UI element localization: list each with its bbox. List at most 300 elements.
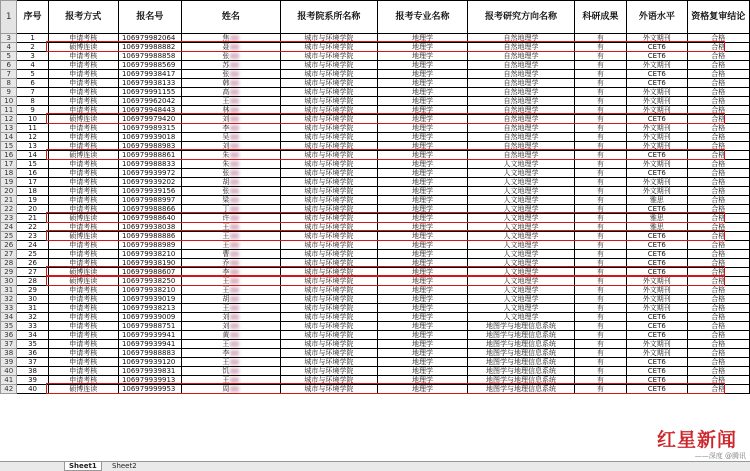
cell-dir[interactable]: 自然地理学: [468, 115, 574, 124]
cell-mode[interactable]: 申请考核: [48, 160, 118, 169]
cell-res2[interactable]: 合格: [687, 115, 749, 124]
cell-lang[interactable]: 外文期刊: [627, 160, 688, 169]
cell-name[interactable]: [181, 133, 280, 142]
cell-mode[interactable]: 硕博连读: [48, 115, 118, 124]
cell-mode[interactable]: 申请考核: [48, 169, 118, 178]
cell-res[interactable]: 有: [574, 151, 626, 160]
cell-mode[interactable]: 申请考核: [48, 286, 118, 295]
row-number[interactable]: 25: [1, 232, 17, 241]
cell-major[interactable]: 地理学: [377, 259, 468, 268]
cell-res2[interactable]: 合格: [687, 349, 749, 358]
cell-seq[interactable]: 17: [17, 178, 48, 187]
cell-id[interactable]: 106979988883: [118, 349, 181, 358]
cell-res2[interactable]: 合格: [687, 358, 749, 367]
cell-res[interactable]: 有: [574, 160, 626, 169]
cell-dept[interactable]: 城市与环境学院: [281, 178, 377, 187]
cell-res[interactable]: 有: [574, 376, 626, 385]
cell-lang[interactable]: 外文期刊: [627, 61, 688, 70]
cell-lang[interactable]: CET6: [627, 250, 688, 259]
row-number[interactable]: 6: [1, 61, 17, 70]
cell-res[interactable]: 有: [574, 187, 626, 196]
cell-lang[interactable]: CET6: [627, 268, 688, 277]
cell-major[interactable]: 地理学: [377, 376, 468, 385]
cell-res2[interactable]: 合格: [687, 196, 749, 205]
cell-major[interactable]: 地理学: [377, 97, 468, 106]
cell-dir[interactable]: 自然地理学: [468, 79, 574, 88]
cell-major[interactable]: 地理学: [377, 61, 468, 70]
cell-res2[interactable]: 合格: [687, 43, 749, 52]
cell-mode[interactable]: 申请考核: [48, 295, 118, 304]
cell-seq[interactable]: 22: [17, 223, 48, 232]
cell-dir[interactable]: 人文地理学: [468, 187, 574, 196]
cell-mode[interactable]: 硕博连读: [48, 214, 118, 223]
cell-seq[interactable]: 32: [17, 313, 48, 322]
cell-seq[interactable]: 2: [17, 43, 48, 52]
cell-dir[interactable]: 人文地理学: [468, 268, 574, 277]
cell-seq[interactable]: 13: [17, 142, 48, 151]
cell-res2[interactable]: 合格: [687, 79, 749, 88]
column-header[interactable]: 资格复审结论: [687, 1, 749, 34]
cell-name[interactable]: [181, 214, 280, 223]
cell-id[interactable]: 106979988569: [118, 61, 181, 70]
cell-mode[interactable]: 申请考核: [48, 349, 118, 358]
cell-lang[interactable]: CET6: [627, 358, 688, 367]
cell-lang[interactable]: 外文期刊: [627, 295, 688, 304]
cell-mode[interactable]: 申请考核: [48, 358, 118, 367]
cell-res[interactable]: 有: [574, 367, 626, 376]
cell-name[interactable]: [181, 34, 280, 43]
row-number[interactable]: 1: [1, 1, 17, 34]
cell-dir[interactable]: 地图学与地理信息系统: [468, 331, 574, 340]
cell-name[interactable]: [181, 124, 280, 133]
cell-id[interactable]: 106979938210: [118, 286, 181, 295]
cell-res2[interactable]: 合格: [687, 52, 749, 61]
row-number[interactable]: 30: [1, 277, 17, 286]
cell-lang[interactable]: 外文期刊: [627, 286, 688, 295]
cell-res2[interactable]: 合格: [687, 97, 749, 106]
cell-id[interactable]: 106979988751: [118, 322, 181, 331]
cell-res2[interactable]: 合格: [687, 106, 749, 115]
cell-dept[interactable]: 城市与环境学院: [281, 88, 377, 97]
cell-res[interactable]: 有: [574, 70, 626, 79]
cell-res[interactable]: 有: [574, 97, 626, 106]
cell-lang[interactable]: 外文期刊: [627, 304, 688, 313]
cell-id[interactable]: 106979988833: [118, 160, 181, 169]
cell-res2[interactable]: 合格: [687, 268, 749, 277]
column-header[interactable]: 报考研究方向名称: [468, 1, 574, 34]
cell-dept[interactable]: 城市与环境学院: [281, 259, 377, 268]
cell-lang[interactable]: 外文期刊: [627, 133, 688, 142]
cell-name[interactable]: [181, 106, 280, 115]
cell-res[interactable]: 有: [574, 232, 626, 241]
cell-res2[interactable]: 合格: [687, 187, 749, 196]
cell-res2[interactable]: 合格: [687, 169, 749, 178]
cell-major[interactable]: 地理学: [377, 250, 468, 259]
cell-dir[interactable]: 人文地理学: [468, 196, 574, 205]
cell-mode[interactable]: 申请考核: [48, 70, 118, 79]
cell-res[interactable]: 有: [574, 214, 626, 223]
cell-res[interactable]: 有: [574, 295, 626, 304]
cell-major[interactable]: 地理学: [377, 223, 468, 232]
cell-dir[interactable]: 自然地理学: [468, 34, 574, 43]
cell-res[interactable]: 有: [574, 106, 626, 115]
cell-dept[interactable]: 城市与环境学院: [281, 133, 377, 142]
cell-dir[interactable]: 地图学与地理信息系统: [468, 349, 574, 358]
cell-name[interactable]: [181, 385, 280, 394]
cell-name[interactable]: [181, 340, 280, 349]
cell-id[interactable]: 106979982064: [118, 34, 181, 43]
cell-res2[interactable]: 合格: [687, 151, 749, 160]
cell-lang[interactable]: 雅思: [627, 223, 688, 232]
cell-dir[interactable]: 自然地理学: [468, 124, 574, 133]
cell-res2[interactable]: 合格: [687, 142, 749, 151]
row-number[interactable]: 3: [1, 34, 17, 43]
row-number[interactable]: 18: [1, 169, 17, 178]
cell-mode[interactable]: 申请考核: [48, 322, 118, 331]
cell-seq[interactable]: 40: [17, 385, 48, 394]
row-number[interactable]: 36: [1, 331, 17, 340]
cell-major[interactable]: 地理学: [377, 340, 468, 349]
cell-major[interactable]: 地理学: [377, 385, 468, 394]
cell-dir[interactable]: 地图学与地理信息系统: [468, 385, 574, 394]
cell-dept[interactable]: 城市与环境学院: [281, 169, 377, 178]
cell-res2[interactable]: 合格: [687, 385, 749, 394]
cell-name[interactable]: [181, 61, 280, 70]
row-number[interactable]: 41: [1, 376, 17, 385]
cell-res[interactable]: 有: [574, 349, 626, 358]
cell-id[interactable]: 106979948443: [118, 106, 181, 115]
cell-dept[interactable]: 城市与环境学院: [281, 223, 377, 232]
row-number[interactable]: 33: [1, 304, 17, 313]
cell-seq[interactable]: 5: [17, 70, 48, 79]
cell-name[interactable]: [181, 295, 280, 304]
cell-id[interactable]: 106979938038: [118, 223, 181, 232]
cell-mode[interactable]: 申请考核: [48, 313, 118, 322]
cell-res2[interactable]: 合格: [687, 70, 749, 79]
cell-major[interactable]: 地理学: [377, 169, 468, 178]
cell-id[interactable]: 106979938210: [118, 250, 181, 259]
cell-name[interactable]: [181, 259, 280, 268]
row-number[interactable]: 26: [1, 241, 17, 250]
cell-dept[interactable]: 城市与环境学院: [281, 61, 377, 70]
cell-res[interactable]: 有: [574, 322, 626, 331]
cell-mode[interactable]: 申请考核: [48, 61, 118, 70]
cell-name[interactable]: [181, 331, 280, 340]
row-number[interactable]: 10: [1, 97, 17, 106]
row-number[interactable]: 28: [1, 259, 17, 268]
cell-lang[interactable]: CET6: [627, 115, 688, 124]
cell-major[interactable]: 地理学: [377, 349, 468, 358]
column-header[interactable]: 报考院系所名称: [281, 1, 377, 34]
cell-id[interactable]: 106979939202: [118, 178, 181, 187]
cell-dir[interactable]: 自然地理学: [468, 142, 574, 151]
cell-dept[interactable]: 城市与环境学院: [281, 250, 377, 259]
cell-major[interactable]: 地理学: [377, 52, 468, 61]
cell-res[interactable]: 有: [574, 52, 626, 61]
cell-res[interactable]: 有: [574, 268, 626, 277]
cell-id[interactable]: 106979939941: [118, 340, 181, 349]
cell-id[interactable]: 106979938190: [118, 259, 181, 268]
cell-major[interactable]: 地理学: [377, 232, 468, 241]
cell-dept[interactable]: 城市与环境学院: [281, 106, 377, 115]
cell-res[interactable]: 有: [574, 358, 626, 367]
cell-dept[interactable]: 城市与环境学院: [281, 34, 377, 43]
cell-seq[interactable]: 12: [17, 133, 48, 142]
cell-id[interactable]: 106979988861: [118, 151, 181, 160]
cell-res[interactable]: 有: [574, 178, 626, 187]
cell-dept[interactable]: 城市与环境学院: [281, 385, 377, 394]
cell-major[interactable]: 地理学: [377, 133, 468, 142]
cell-mode[interactable]: 硕博连读: [48, 385, 118, 394]
cell-dept[interactable]: 城市与环境学院: [281, 160, 377, 169]
cell-dir[interactable]: 地图学与地理信息系统: [468, 376, 574, 385]
cell-major[interactable]: 地理学: [377, 70, 468, 79]
cell-dir[interactable]: 人文地理学: [468, 295, 574, 304]
cell-mode[interactable]: 硕博连读: [48, 232, 118, 241]
cell-dept[interactable]: 城市与环境学院: [281, 241, 377, 250]
cell-name[interactable]: [181, 52, 280, 61]
cell-dept[interactable]: 城市与环境学院: [281, 79, 377, 88]
row-number[interactable]: 20: [1, 187, 17, 196]
cell-mode[interactable]: 硕博连读: [48, 43, 118, 52]
cell-major[interactable]: 地理学: [377, 88, 468, 97]
cell-lang[interactable]: CET6: [627, 43, 688, 52]
cell-lang[interactable]: CET6: [627, 376, 688, 385]
cell-name[interactable]: [181, 286, 280, 295]
cell-dir[interactable]: 人文地理学: [468, 169, 574, 178]
row-number[interactable]: 21: [1, 196, 17, 205]
cell-res[interactable]: 有: [574, 385, 626, 394]
cell-seq[interactable]: 15: [17, 160, 48, 169]
cell-mode[interactable]: 申请考核: [48, 97, 118, 106]
cell-dept[interactable]: 城市与环境学院: [281, 43, 377, 52]
cell-dir[interactable]: 自然地理学: [468, 133, 574, 142]
cell-seq[interactable]: 30: [17, 295, 48, 304]
cell-id[interactable]: 106979999953: [118, 385, 181, 394]
row-number[interactable]: 27: [1, 250, 17, 259]
cell-dir[interactable]: 人文地理学: [468, 277, 574, 286]
cell-lang[interactable]: 外文期刊: [627, 88, 688, 97]
cell-res2[interactable]: 合格: [687, 133, 749, 142]
cell-id[interactable]: 106979979420: [118, 115, 181, 124]
cell-seq[interactable]: 27: [17, 268, 48, 277]
cell-dept[interactable]: 城市与环境学院: [281, 376, 377, 385]
cell-dir[interactable]: 自然地理学: [468, 61, 574, 70]
cell-major[interactable]: 地理学: [377, 115, 468, 124]
row-number[interactable]: 5: [1, 52, 17, 61]
column-header[interactable]: 序号: [17, 1, 48, 34]
row-number[interactable]: 16: [1, 151, 17, 160]
cell-dir[interactable]: 地图学与地理信息系统: [468, 358, 574, 367]
cell-dir[interactable]: 人文地理学: [468, 160, 574, 169]
cell-dir[interactable]: 人文地理学: [468, 223, 574, 232]
cell-lang[interactable]: 雅思: [627, 214, 688, 223]
cell-lang[interactable]: 外文期刊: [627, 124, 688, 133]
cell-dir[interactable]: 人文地理学: [468, 313, 574, 322]
cell-mode[interactable]: 申请考核: [48, 178, 118, 187]
cell-name[interactable]: [181, 268, 280, 277]
cell-name[interactable]: [181, 223, 280, 232]
cell-name[interactable]: [181, 232, 280, 241]
row-number[interactable]: 39: [1, 358, 17, 367]
cell-id[interactable]: 106979939009: [118, 313, 181, 322]
cell-mode[interactable]: 申请考核: [48, 340, 118, 349]
cell-seq[interactable]: 28: [17, 277, 48, 286]
cell-major[interactable]: 地理学: [377, 331, 468, 340]
cell-res[interactable]: 有: [574, 331, 626, 340]
cell-major[interactable]: 地理学: [377, 268, 468, 277]
cell-id[interactable]: 106979939018: [118, 133, 181, 142]
cell-name[interactable]: [181, 250, 280, 259]
cell-mode[interactable]: 硕博连读: [48, 277, 118, 286]
cell-mode[interactable]: 申请考核: [48, 376, 118, 385]
cell-id[interactable]: 106979939156: [118, 187, 181, 196]
cell-res[interactable]: 有: [574, 286, 626, 295]
cell-lang[interactable]: 外文期刊: [627, 349, 688, 358]
cell-dept[interactable]: 城市与环境学院: [281, 115, 377, 124]
cell-major[interactable]: 地理学: [377, 196, 468, 205]
row-number[interactable]: 12: [1, 115, 17, 124]
cell-major[interactable]: 地理学: [377, 214, 468, 223]
cell-id[interactable]: 106979988886: [118, 232, 181, 241]
cell-mode[interactable]: 申请考核: [48, 241, 118, 250]
cell-lang[interactable]: CET6: [627, 313, 688, 322]
cell-mode[interactable]: 申请考核: [48, 106, 118, 115]
cell-major[interactable]: 地理学: [377, 34, 468, 43]
cell-name[interactable]: [181, 169, 280, 178]
cell-name[interactable]: [181, 322, 280, 331]
cell-id[interactable]: 106979939120: [118, 358, 181, 367]
cell-lang[interactable]: CET6: [627, 232, 688, 241]
column-header[interactable]: 报考方式: [48, 1, 118, 34]
cell-res2[interactable]: 合格: [687, 88, 749, 97]
cell-name[interactable]: [181, 313, 280, 322]
cell-id[interactable]: 106979988989: [118, 241, 181, 250]
cell-dept[interactable]: 城市与环境学院: [281, 268, 377, 277]
cell-dir[interactable]: 人文地理学: [468, 214, 574, 223]
cell-mode[interactable]: 申请考核: [48, 304, 118, 313]
row-number[interactable]: 14: [1, 133, 17, 142]
cell-major[interactable]: 地理学: [377, 205, 468, 214]
cell-res2[interactable]: 合格: [687, 34, 749, 43]
cell-res[interactable]: 有: [574, 223, 626, 232]
cell-name[interactable]: [181, 304, 280, 313]
cell-res[interactable]: 有: [574, 205, 626, 214]
cell-res2[interactable]: 合格: [687, 223, 749, 232]
cell-dept[interactable]: 城市与环境学院: [281, 331, 377, 340]
cell-mode[interactable]: 申请考核: [48, 223, 118, 232]
cell-res[interactable]: 有: [574, 34, 626, 43]
row-number[interactable]: 13: [1, 124, 17, 133]
cell-seq[interactable]: 26: [17, 259, 48, 268]
cell-lang[interactable]: CET6: [627, 241, 688, 250]
cell-major[interactable]: 地理学: [377, 295, 468, 304]
cell-res2[interactable]: 合格: [687, 259, 749, 268]
cell-lang[interactable]: CET6: [627, 367, 688, 376]
row-number[interactable]: 7: [1, 70, 17, 79]
cell-dept[interactable]: 城市与环境学院: [281, 313, 377, 322]
cell-mode[interactable]: 申请考核: [48, 205, 118, 214]
cell-id[interactable]: 106979939972: [118, 169, 181, 178]
row-number[interactable]: 8: [1, 79, 17, 88]
cell-dept[interactable]: 城市与环境学院: [281, 232, 377, 241]
cell-mode[interactable]: 申请考核: [48, 133, 118, 142]
cell-id[interactable]: 106979989315: [118, 124, 181, 133]
cell-seq[interactable]: 11: [17, 124, 48, 133]
cell-seq[interactable]: 29: [17, 286, 48, 295]
column-header[interactable]: 科研成果: [574, 1, 626, 34]
cell-dir[interactable]: 自然地理学: [468, 52, 574, 61]
cell-name[interactable]: [181, 358, 280, 367]
cell-res2[interactable]: 合格: [687, 304, 749, 313]
cell-dept[interactable]: 城市与环境学院: [281, 142, 377, 151]
cell-res[interactable]: 有: [574, 61, 626, 70]
cell-mode[interactable]: 硕博连读: [48, 151, 118, 160]
cell-seq[interactable]: 21: [17, 214, 48, 223]
cell-major[interactable]: 地理学: [377, 313, 468, 322]
cell-res2[interactable]: 合格: [687, 376, 749, 385]
cell-seq[interactable]: 4: [17, 61, 48, 70]
cell-res[interactable]: 有: [574, 304, 626, 313]
cell-dir[interactable]: 自然地理学: [468, 106, 574, 115]
cell-res2[interactable]: 合格: [687, 340, 749, 349]
cell-seq[interactable]: 3: [17, 52, 48, 61]
cell-res2[interactable]: 合格: [687, 160, 749, 169]
cell-res2[interactable]: 合格: [687, 214, 749, 223]
sheet-tab[interactable]: Sheet1: [64, 462, 102, 471]
cell-major[interactable]: 地理学: [377, 106, 468, 115]
cell-name[interactable]: [181, 349, 280, 358]
cell-id[interactable]: 106979938417: [118, 70, 181, 79]
cell-name[interactable]: [181, 115, 280, 124]
cell-mode[interactable]: 申请考核: [48, 259, 118, 268]
cell-mode[interactable]: 申请考核: [48, 52, 118, 61]
cell-mode[interactable]: 申请考核: [48, 367, 118, 376]
cell-res[interactable]: 有: [574, 79, 626, 88]
column-header[interactable]: 外语水平: [627, 1, 688, 34]
cell-major[interactable]: 地理学: [377, 142, 468, 151]
cell-dept[interactable]: 城市与环境学院: [281, 340, 377, 349]
cell-lang[interactable]: 雅思: [627, 196, 688, 205]
cell-major[interactable]: 地理学: [377, 367, 468, 376]
cell-res[interactable]: 有: [574, 88, 626, 97]
cell-res2[interactable]: 合格: [687, 61, 749, 70]
cell-name[interactable]: [181, 43, 280, 52]
cell-res2[interactable]: 合格: [687, 367, 749, 376]
cell-major[interactable]: 地理学: [377, 151, 468, 160]
cell-dir[interactable]: 自然地理学: [468, 88, 574, 97]
cell-name[interactable]: [181, 178, 280, 187]
cell-seq[interactable]: 24: [17, 241, 48, 250]
cell-major[interactable]: 地理学: [377, 124, 468, 133]
column-header[interactable]: 报名号: [118, 1, 181, 34]
cell-res2[interactable]: 合格: [687, 286, 749, 295]
cell-lang[interactable]: 外文期刊: [627, 277, 688, 286]
cell-mode[interactable]: 申请考核: [48, 124, 118, 133]
row-number[interactable]: 22: [1, 205, 17, 214]
cell-id[interactable]: 106979988640: [118, 214, 181, 223]
cell-dir[interactable]: 自然地理学: [468, 70, 574, 79]
cell-lang[interactable]: CET6: [627, 79, 688, 88]
cell-dept[interactable]: 城市与环境学院: [281, 214, 377, 223]
cell-dept[interactable]: 城市与环境学院: [281, 97, 377, 106]
cell-id[interactable]: 106979939941: [118, 331, 181, 340]
cell-seq[interactable]: 1: [17, 34, 48, 43]
row-number[interactable]: 42: [1, 385, 17, 394]
row-number[interactable]: 23: [1, 214, 17, 223]
cell-seq[interactable]: 14: [17, 151, 48, 160]
cell-seq[interactable]: 34: [17, 331, 48, 340]
